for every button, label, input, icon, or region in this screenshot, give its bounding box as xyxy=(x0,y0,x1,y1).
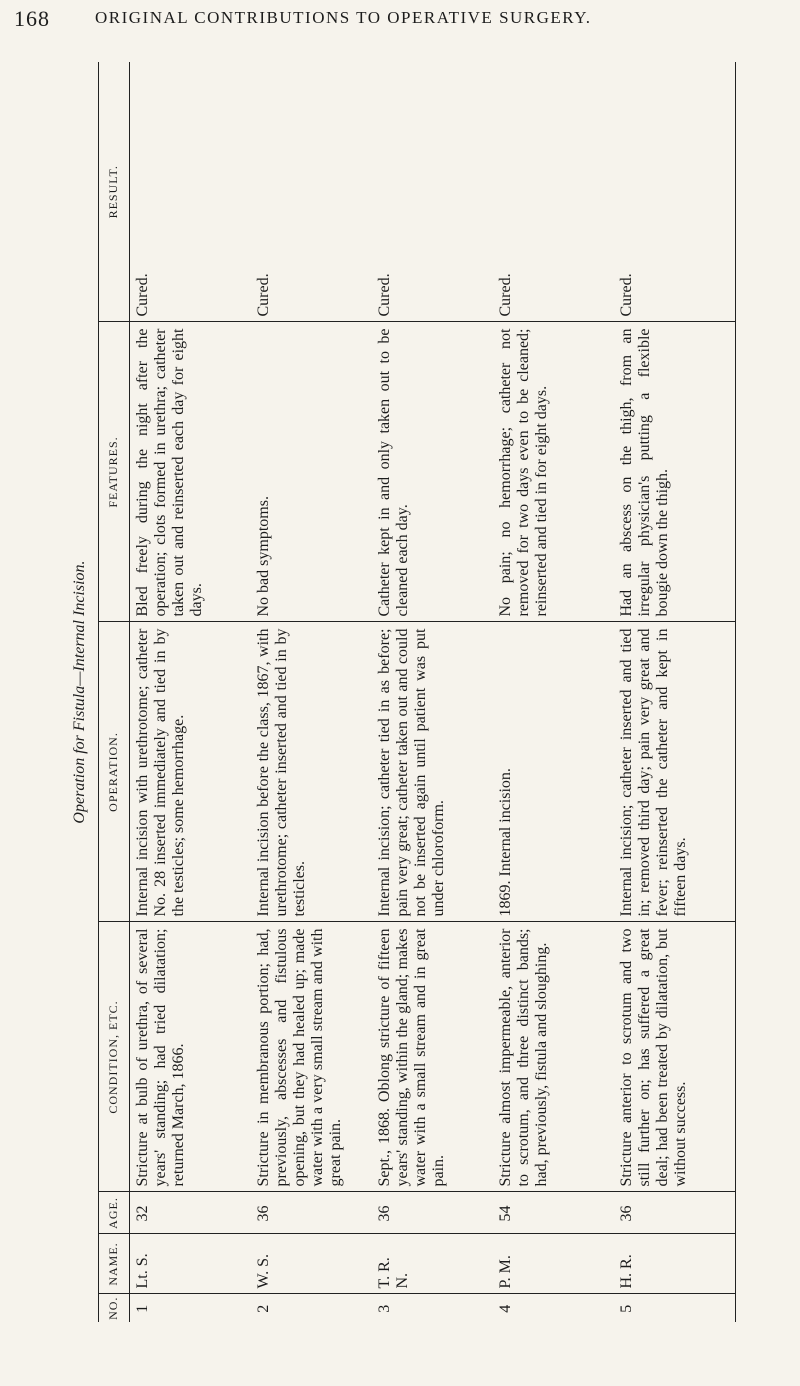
cell-no: 1 xyxy=(134,1304,151,1313)
cell-operation: 1869. Internal incision. xyxy=(493,622,614,922)
header-age: AGE. xyxy=(99,1192,130,1234)
header-name: NAME. xyxy=(99,1234,130,1294)
cell-result: Cured. xyxy=(130,62,252,322)
cell-condition: Sept., 1868. Oblong stricture of fifteen years' standing, within the gland; makes water with a small stream and in great pain. xyxy=(372,922,493,1192)
table-row xyxy=(251,62,372,1322)
cell-features: No pain; no hemorrhage; catheter not removed for two days even to be cleaned; reinserted and tied in for eight days. xyxy=(493,322,614,622)
cell-age: 36 xyxy=(372,1192,493,1234)
cell-operation: Internal incision; catheter inserted and tied in; removed third day; pain very great and fever; reinserted the catheter and kept in fifteen days. xyxy=(614,622,736,922)
cell-result: Cured. xyxy=(493,62,614,322)
page-number: 168 xyxy=(14,6,50,31)
table-caption: Operation for Fistula—Internal Incision. xyxy=(71,560,88,824)
cell-condition: Stricture at bulb of urethra, of several years' standing; had tried dilatation; returned March, 1866. xyxy=(130,922,252,1192)
cell-result: Cured. xyxy=(372,62,493,322)
header-condition: CONDITION, ETC. xyxy=(99,922,130,1192)
cell-condition: Stricture almost impermeable, anterior to scrotum, and three distinct bands; had, previously, fistula and sloughing. xyxy=(493,922,614,1192)
table-header-row xyxy=(99,62,130,1322)
cell-no: 2 xyxy=(255,1304,272,1313)
rotated-table-block xyxy=(62,62,772,1322)
cell-operation: Internal incision before the class, 1867, with urethrotome; catheter inserted and tied in by testicles. xyxy=(251,622,372,922)
cell-name: T. R. N. xyxy=(372,1234,493,1294)
cell-age: 36 xyxy=(614,1192,736,1234)
cell-no: 3 xyxy=(376,1304,393,1313)
header-operation: OPERATION. xyxy=(99,622,130,922)
cell-condition: Stricture anterior to scrotum and two still further on; has suffered a great deal; had been treated by dilatation, but without success. xyxy=(614,922,736,1192)
cell-age: 36 xyxy=(251,1192,372,1234)
table-row xyxy=(130,62,252,1322)
cell-age: 54 xyxy=(493,1192,614,1234)
cases-table xyxy=(98,62,736,1322)
cell-condition: Stricture in membranous portion; had, previously, abscesses and fistulous opening, but they had healed up; made water with a very small stream and with great pain. xyxy=(251,922,372,1192)
header-no: NO. xyxy=(99,1294,130,1322)
cell-no: 4 xyxy=(497,1304,514,1313)
cell-features: No bad symptoms. xyxy=(251,322,372,622)
header-features: FEATURES. xyxy=(99,322,130,622)
cell-no: 5 xyxy=(614,1294,736,1322)
cell-name: H. R. xyxy=(614,1234,736,1294)
cell-operation: Internal incision with urethrotome; catheter No. 28 inserted immediately and tied in by the testicles; some hemorrhage. xyxy=(130,622,252,922)
cell-operation: Internal incision; catheter tied in as before; pain very great; catheter taken out and could not be inserted again until patient was put under chloroform. xyxy=(372,622,493,922)
cell-features: Bled freely during the night after the operation; clots formed in urethra; catheter taken out and reinserted each day for eight days. xyxy=(130,322,252,622)
cell-result: Cured. xyxy=(614,62,736,322)
cell-name: Lt. S. xyxy=(130,1234,252,1294)
header-result: RESULT. xyxy=(99,62,130,322)
cell-features: Catheter kept in and only taken out to be cleaned each day. xyxy=(372,322,493,622)
cell-result: Cured. xyxy=(251,62,372,322)
table-row xyxy=(493,62,614,1322)
cell-name: W. S. xyxy=(251,1234,372,1294)
table-row xyxy=(614,62,736,1322)
cell-features: Had an abscess on the thigh, from an irregular physician's putting a flexible bougie down the thigh. xyxy=(614,322,736,622)
running-title: ORIGINAL CONTRIBUTIONS TO OPERATIVE SURGERY. xyxy=(95,8,592,27)
table-row xyxy=(372,62,493,1322)
cell-age: 32 xyxy=(130,1192,252,1234)
cell-name: P. M. xyxy=(493,1234,614,1294)
